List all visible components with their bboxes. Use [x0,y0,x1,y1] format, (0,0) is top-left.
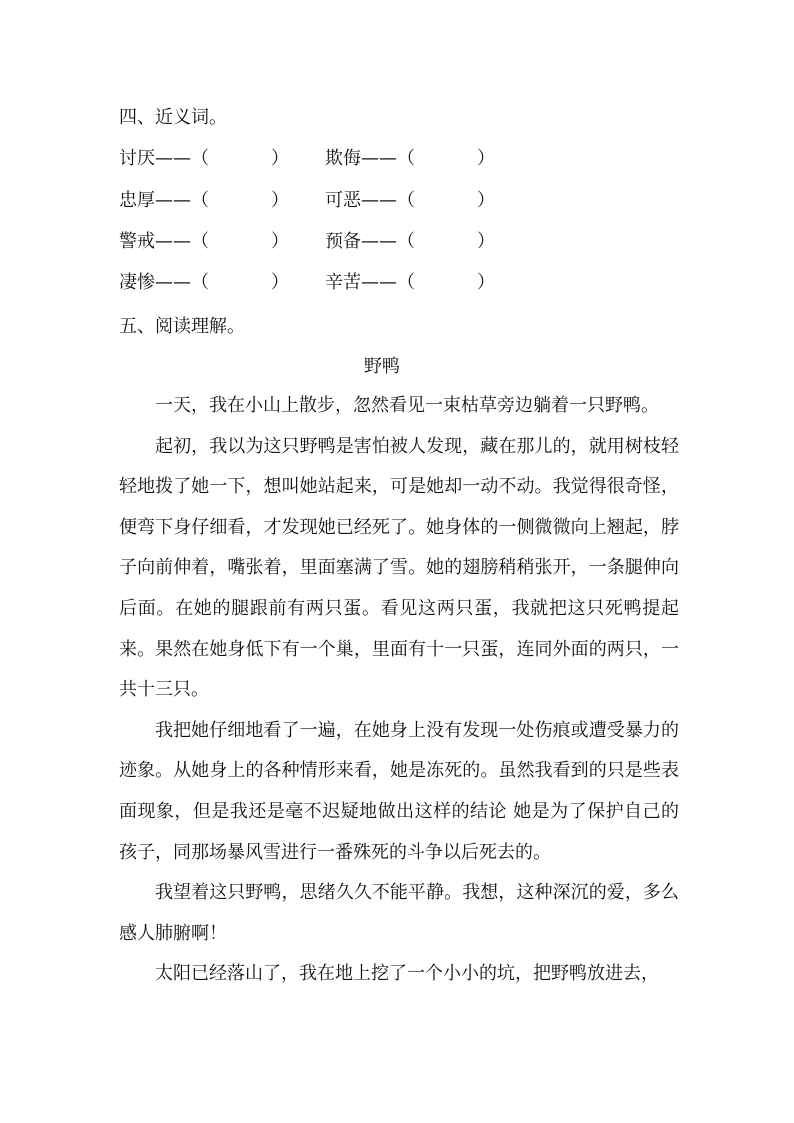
answer-paren-open: （ [191,148,209,169]
synonym-word: 预备 [325,231,361,252]
synonym-dash: —— [361,272,397,293]
answer-paren-close: ） [271,190,289,211]
synonym-item [325,271,495,295]
answer-paren-open: （ [397,148,415,169]
synonym-word: 辛苦 [325,272,361,293]
synonym-word: 忠厚 [119,190,155,211]
synonym-dash: —— [155,148,191,169]
answer-paren-open: （ [397,272,415,293]
answer-paren-close: ） [271,231,289,252]
synonym-dash: —— [155,190,191,211]
synonym-dash: —— [361,148,397,169]
answer-paren-close: ） [271,148,289,169]
synonym-word: 凄惨 [119,272,155,293]
synonym-dash: —— [155,231,191,252]
section-5-heading: 五、阅读理解。 [119,316,245,337]
article-paragraph: 一天，我在小山上散步，忽然看见一束枯草旁边躺着一只野鸭。 [155,395,659,416]
article-paragraph: 我把她仔细地看了一遍，在她身上没有发现一处伤痕或遭受暴力的迹象。从她身上的各种情形来看，她是冻死的。虽然我看到的只是些表面现象，但是我还是毫不迟疑地做出这样的结论 她是为了保护自己的孩子，同那场暴风雪进行一番殊死的斗争以后死去的。 [119,719,679,863]
synonym-word: 警戒 [119,231,155,252]
synonym-item [325,189,495,213]
answer-paren-close: ） [477,190,495,211]
answer-paren-open: （ [397,231,415,252]
synonym-dash: —— [361,190,397,211]
article-paragraph: 太阳已经落山了，我在地上挖了一个小小的坑，把野鸭放进去， [155,963,659,985]
answer-paren-open: （ [191,231,209,252]
synonym-word: 可恶 [325,190,361,211]
synonym-item [325,230,495,254]
synonym-item [119,271,289,295]
synonym-item [119,147,289,171]
synonym-item [325,147,495,171]
synonym-dash: —— [361,231,397,252]
synonym-word: 欺侮 [325,148,361,169]
synonym-dash: —— [155,272,191,293]
answer-paren-open: （ [191,190,209,211]
article-paragraph: 起初，我以为这只野鸭是害怕被人发现，藏在那儿的，就用树枝轻轻地拨了她一下，想叫她站起来，可是她却一动不动。我觉得很奇怪，便弯下身仔细看，才发现她已经死了。她身体的一侧微微向上翘起，脖子向前伸着，嘴张着，里面塞满了雪。她的翅膀稍稍张开，一条腿伸向后面。在她的腿跟前有两只蛋。看见这两只蛋，我就把这只死鸭提起来。果然在她身低下有一个巢，里面有十一只蛋，连同外面的两只，一共十三只。 [119,435,679,701]
synonym-item [119,230,289,254]
answer-paren-close: ） [477,148,495,169]
synonym-word: 讨厌 [119,148,155,169]
answer-paren-open: （ [397,190,415,211]
answer-paren-close: ） [271,272,289,293]
answer-paren-open: （ [191,272,209,293]
synonym-item [119,189,289,213]
article-body [119,386,679,995]
article-paragraph: 我望着这只野鸭，思绪久久不能平静。我想，这种深沉的爱，多么感人肺腑啊！ [119,882,679,944]
answer-paren-close: ） [477,272,495,293]
section-4-heading: 四、近义词。 [119,107,227,128]
answer-paren-close: ） [477,231,495,252]
article-title: 野鸭 [364,356,400,377]
